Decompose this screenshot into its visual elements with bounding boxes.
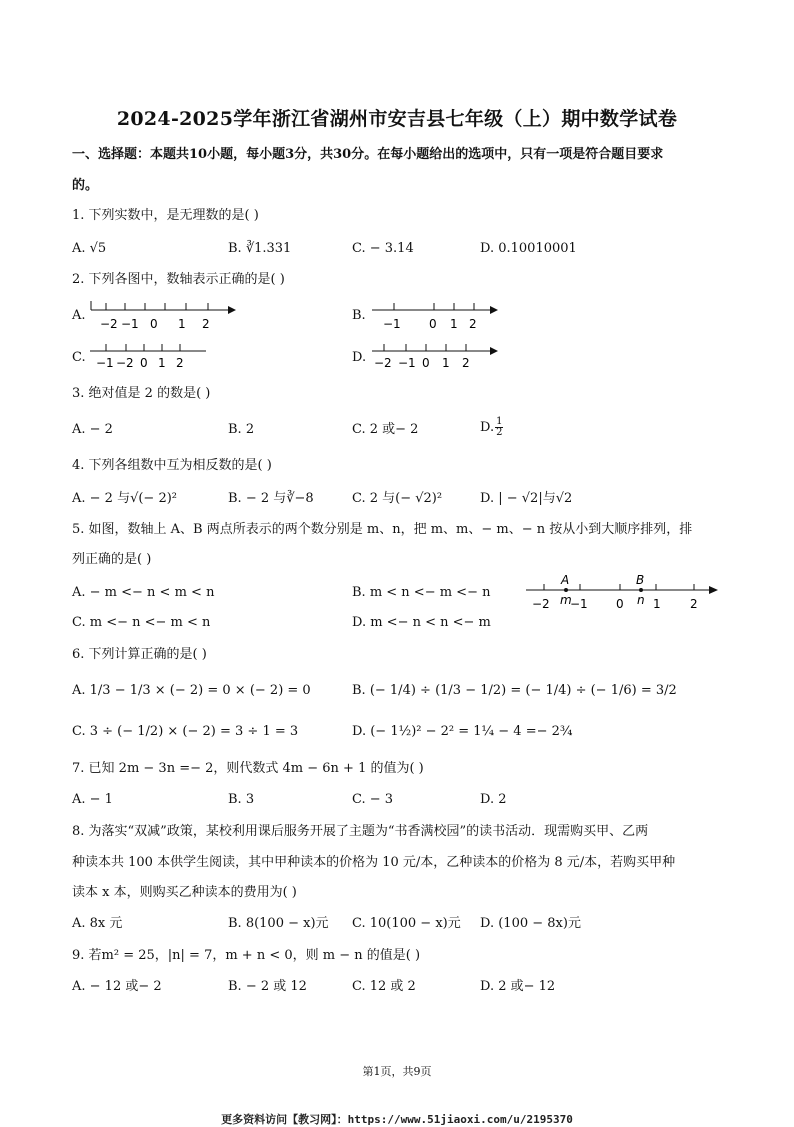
q4-option-a: A. − 2 与√(− 2)² (72, 491, 178, 506)
point-b-label: B (636, 573, 645, 587)
axis-d-label: 1 (442, 356, 450, 370)
axis-a-label: 1 (178, 317, 186, 331)
q6-option-b: B. (− 1/4) ÷ (1/3 − 1/2) = (− 1/4) ÷ (− 1/6) = 3/2 (352, 683, 677, 698)
axis-d-label: 0 (422, 356, 430, 370)
q3-option-a: A. − 2 (72, 422, 113, 437)
axis-a-label: −1 (121, 317, 139, 331)
q9-option-b: B. − 2 或 12 (228, 979, 307, 994)
q3-option-c: C. 2 或− 2 (352, 422, 419, 437)
axis-c-label: 1 (158, 356, 166, 370)
q8-option-b: B. 8(100 − x)元 (228, 916, 329, 931)
q5-number-line-figure (522, 572, 722, 616)
point-a-label: A (561, 573, 570, 587)
page-number: 第1页，共9页 (362, 1065, 432, 1078)
q4-stem: 4. 下列各组数中互为相反数的是( ) (72, 458, 272, 473)
axis-c-label: 0 (140, 356, 148, 370)
q6-option-d: D. (− 1½)² − 2² = 1¼ − 4 =− 2¾ (352, 724, 573, 739)
point-n-label: n (637, 593, 645, 607)
axis-d-label: 2 (462, 356, 470, 370)
q5-stem-line2: 列正确的是( ) (72, 552, 152, 567)
q8-option-c: C. 10(100 − x)元 (352, 916, 461, 931)
q8-option-d: D. (100 − 8x)元 (480, 916, 581, 931)
point-m-label: m (560, 593, 572, 607)
tick-label: 2 (690, 597, 698, 611)
q6-option-a: A. 1/3 − 1/3 × (− 2) = 0 × (− 2) = 0 (72, 683, 311, 698)
q5-stem-line1: 5. 如图，数轴上 A、B 两点所表示的两个数分别是 m、n，把 m、m、− m、− n 按从小到大顺序排列，排 (72, 522, 693, 537)
q5-option-b: B. m < n <− m <− n (352, 585, 491, 600)
q5-option-d: D. m <− n < n <− m (352, 615, 491, 630)
q5-option-a: A. − m <− n < m < n (72, 585, 215, 600)
q3-option-d (480, 417, 504, 438)
axis-a-label: −2 (100, 317, 118, 331)
tick-label: −2 (532, 597, 550, 611)
q4-option-d: D. | − √2|与√2 (480, 491, 573, 506)
number-line-a (88, 298, 238, 334)
axis-d-label: −1 (398, 356, 416, 370)
number-line-d (370, 339, 502, 373)
q2-stem: 2. 下列各图中，数轴表示正确的是( ) (72, 272, 285, 287)
q2-option-b: B. (352, 308, 366, 323)
axis-c-label: −2 (116, 356, 134, 370)
q9-option-a: A. − 12 或− 2 (72, 979, 162, 994)
axis-a-label: 2 (202, 317, 210, 331)
q6-option-c: C. 3 ÷ (− 1/2) × (− 2) = 3 ÷ 1 = 3 (72, 724, 299, 739)
resource-link[interactable]: 更多资料访问【教习网】：https://www.51jiaoxi.com/u/2195370 (221, 1113, 573, 1126)
page-title: 2024-2025学年浙江省湖州市安吉县七年级（上）期中数学试卷 (116, 108, 678, 130)
axis-b-label: −1 (383, 317, 401, 331)
q3-stem: 3. 绝对值是 2 的数是( ) (72, 386, 211, 401)
q1-option-b: B. ∛1.331 (228, 241, 292, 256)
q9-option-c: C. 12 或 2 (352, 979, 416, 994)
axis-d-label: −2 (374, 356, 392, 370)
q2-option-c: C. (72, 350, 86, 365)
section-heading-line1: 一、选择题：本题共10小题，每小题3分，共30分。在每小题给出的选项中，只有一项是符合题目要求 (72, 147, 664, 162)
q3-option-b: B. 2 (228, 422, 255, 437)
number-line-c (88, 339, 210, 373)
q7-option-b: B. 3 (228, 792, 255, 807)
axis-a-label: 0 (150, 317, 158, 331)
axis-b-label: 0 (429, 317, 437, 331)
q4-option-c: C. 2 与(− √2)² (352, 491, 443, 506)
number-line-b (370, 298, 502, 334)
q2-option-a: A. (72, 308, 86, 323)
tick-label: −1 (570, 597, 588, 611)
q6-stem: 6. 下列计算正确的是( ) (72, 647, 207, 662)
tick-label: 1 (653, 597, 661, 611)
q3-option-d-label: D. (480, 420, 495, 435)
tick-label: 0 (616, 597, 624, 611)
axis-b-label: 1 (450, 317, 458, 331)
q7-option-d: D. 2 (480, 792, 507, 807)
axis-c-label: 2 (176, 356, 184, 370)
fraction: $\frac{1}{2}$ (496, 416, 503, 438)
q1-stem: 1. 下列实数中，是无理数的是( ) (72, 208, 259, 223)
q8-stem-line2: 种读本共 100 本供学生阅读，其中甲种读本的价格为 10 元/本，乙种读本的价格为 8 元/本，若购买甲种 (72, 855, 676, 870)
axis-b-label: 2 (469, 317, 477, 331)
q9-option-d: D. 2 或− 12 (480, 979, 556, 994)
q8-stem-line3: 读本 x 本，则购买乙种读本的费用为( ) (72, 885, 297, 900)
axis-c-label: −1 (96, 356, 114, 370)
q2-option-d: D. (352, 350, 367, 365)
q5-option-c: C. m <− n <− m < n (72, 615, 211, 630)
q1-option-d: D. 0.10010001 (480, 241, 577, 256)
q7-stem: 7. 已知 2m − 3n =− 2，则代数式 4m − 6n + 1 的值为( ) (72, 761, 424, 776)
q7-option-a: A. − 1 (72, 792, 113, 807)
q1-option-a: A. √5 (72, 241, 107, 256)
q8-option-a: A. 8x 元 (72, 916, 123, 931)
q1-option-c: C. − 3.14 (352, 241, 414, 256)
q4-option-b: B. − 2 与∛−8 (228, 491, 314, 506)
q8-stem-line1: 8. 为落实“双减”政策，某校利用课后服务开展了主题为“书香满校园”的读书活动．现需购买甲、乙两 (72, 824, 649, 839)
q9-stem: 9. 若m² = 25，|n| = 7，m + n < 0，则 m − n 的值是( ) (72, 948, 421, 963)
section-heading-line2: 的。 (72, 178, 99, 193)
q7-option-c: C. − 3 (352, 792, 394, 807)
